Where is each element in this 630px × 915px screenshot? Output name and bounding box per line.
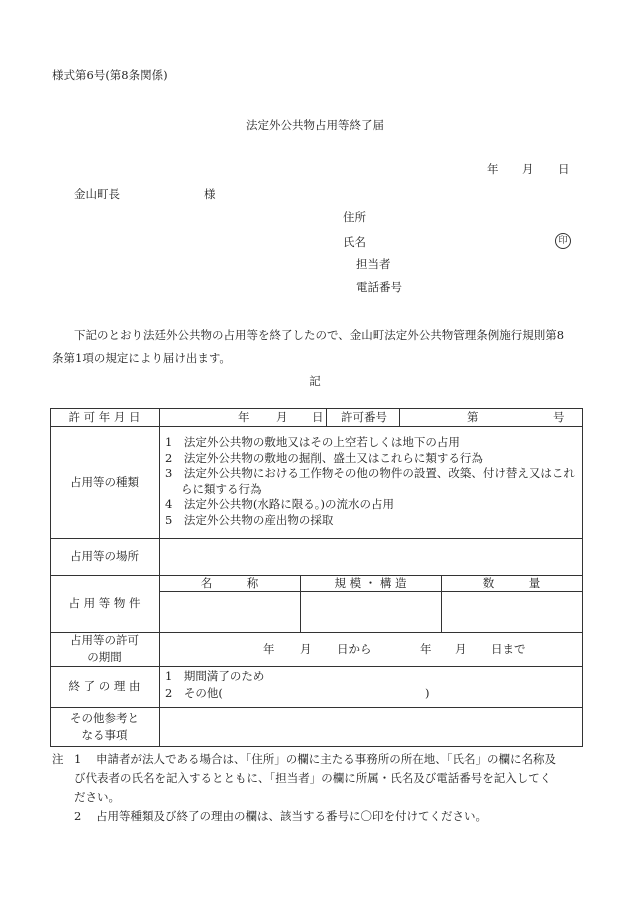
kind-label: 占用等の種類 [70, 474, 139, 489]
table-border [50, 746, 583, 747]
objects-header-name: 名 称 [200, 576, 259, 590]
kind-list [165, 435, 579, 529]
date-month: 月 [522, 162, 534, 176]
note2-number: 2 [74, 809, 82, 823]
kind-item: 1 法定外公共物の敷地又はその上空若しくは地下の占用 [165, 435, 460, 449]
name-label: 氏名 [343, 235, 366, 249]
objects-label: 占 用 等 物 件 [68, 596, 141, 610]
table-border [582, 408, 583, 747]
addressee-name: 金山町長 [74, 187, 120, 201]
address-label: 住所 [343, 210, 366, 224]
period-day-to: 日まで [491, 642, 526, 656]
kind-item: 2 法定外公共物の敷地の掘削、盛土又はこれらに類する行為 [165, 450, 483, 465]
permit-date-year: 年 [238, 410, 250, 424]
note1-line3: ださい。 [74, 790, 120, 804]
note2-text: 占用等種類及び終了の理由の欄は、該当する番号に〇印を付けてください。 [96, 809, 487, 823]
date-year: 年 [487, 162, 499, 176]
period-label [50, 632, 159, 666]
ki-mark: 記 [309, 374, 321, 388]
contact-person-label: 担当者 [356, 257, 391, 271]
other-label-line1: その他参考と [70, 710, 139, 725]
period-year-to: 年 [420, 642, 432, 656]
place-label: 占用等の場所 [70, 549, 139, 563]
seal-mark: 印 [555, 233, 571, 249]
reason-item-expired: 1 期間満了のため [165, 669, 265, 683]
note1-line1: 申請者が法人である場合は、「住所」の欄に主たる事務所の所在地、「氏名」の欄に名称及 [96, 752, 556, 766]
note1-line2: び代表者の氏名を記入するとともに、「担当者」の欄に所属・氏名及び電話番号を記入してく [74, 771, 552, 785]
kind-item: 4 法定外公共物(水路に限る。)の流水の占用 [165, 497, 395, 512]
page-title: 法定外公共物占用等終了届 [246, 118, 384, 132]
kind-item: 5 法定外公共物の産出物の採取 [165, 512, 334, 527]
notes-label: 注 [52, 752, 64, 766]
objects-header-scale: 規 模 ・ 構 造 [334, 576, 407, 590]
table-rule [159, 591, 583, 592]
period-year-from: 年 [263, 642, 275, 656]
table-rule [399, 408, 400, 426]
reason-item-other: 2 その他( [165, 686, 223, 700]
note1-number: 1 [74, 752, 82, 766]
objects-header-quantity: 数 量 [482, 576, 541, 590]
period-month-to: 月 [455, 642, 467, 656]
period-label-line1: 占用等の許可 [70, 633, 139, 647]
period-label-line2: の期間 [87, 650, 122, 664]
body-text-line2: 条第1項の規定により届け出ます。 [52, 351, 231, 365]
phone-label: 電話番号 [356, 280, 402, 294]
other-label [50, 707, 159, 746]
permit-date-month: 月 [276, 410, 288, 424]
permit-number-label: 許可番号 [341, 410, 387, 424]
other-label-line2: なる事項 [81, 727, 128, 742]
permit-number-suffix: 号 [553, 410, 565, 424]
addressee-honorific: 様 [204, 187, 216, 201]
body-text-line1: 下記のとおり法廷外公共物の占用等を終了したので、金山町法定外公共物管理条例施行規則第8 [74, 328, 565, 342]
form-number: 様式第6号(第8条関係) [52, 68, 168, 82]
reason-other-close: ) [425, 686, 430, 700]
permit-date-day: 日 [312, 410, 324, 424]
date-line [487, 161, 499, 177]
period-month-from: 月 [300, 642, 312, 656]
permit-date-label: 許 可 年 月 日 [68, 409, 141, 424]
form-table [50, 408, 583, 747]
table-rule [326, 408, 327, 426]
date-day: 日 [558, 162, 570, 176]
reason-label: 終 了 の 理 由 [68, 679, 141, 693]
kind-item: 3 法定外公共物における工作物その他の物件の設置、改築、付け替え又はこれらに類する行為 [165, 466, 575, 496]
period-day-from: 日から [337, 642, 372, 656]
permit-number-prefix: 第 [467, 410, 479, 424]
